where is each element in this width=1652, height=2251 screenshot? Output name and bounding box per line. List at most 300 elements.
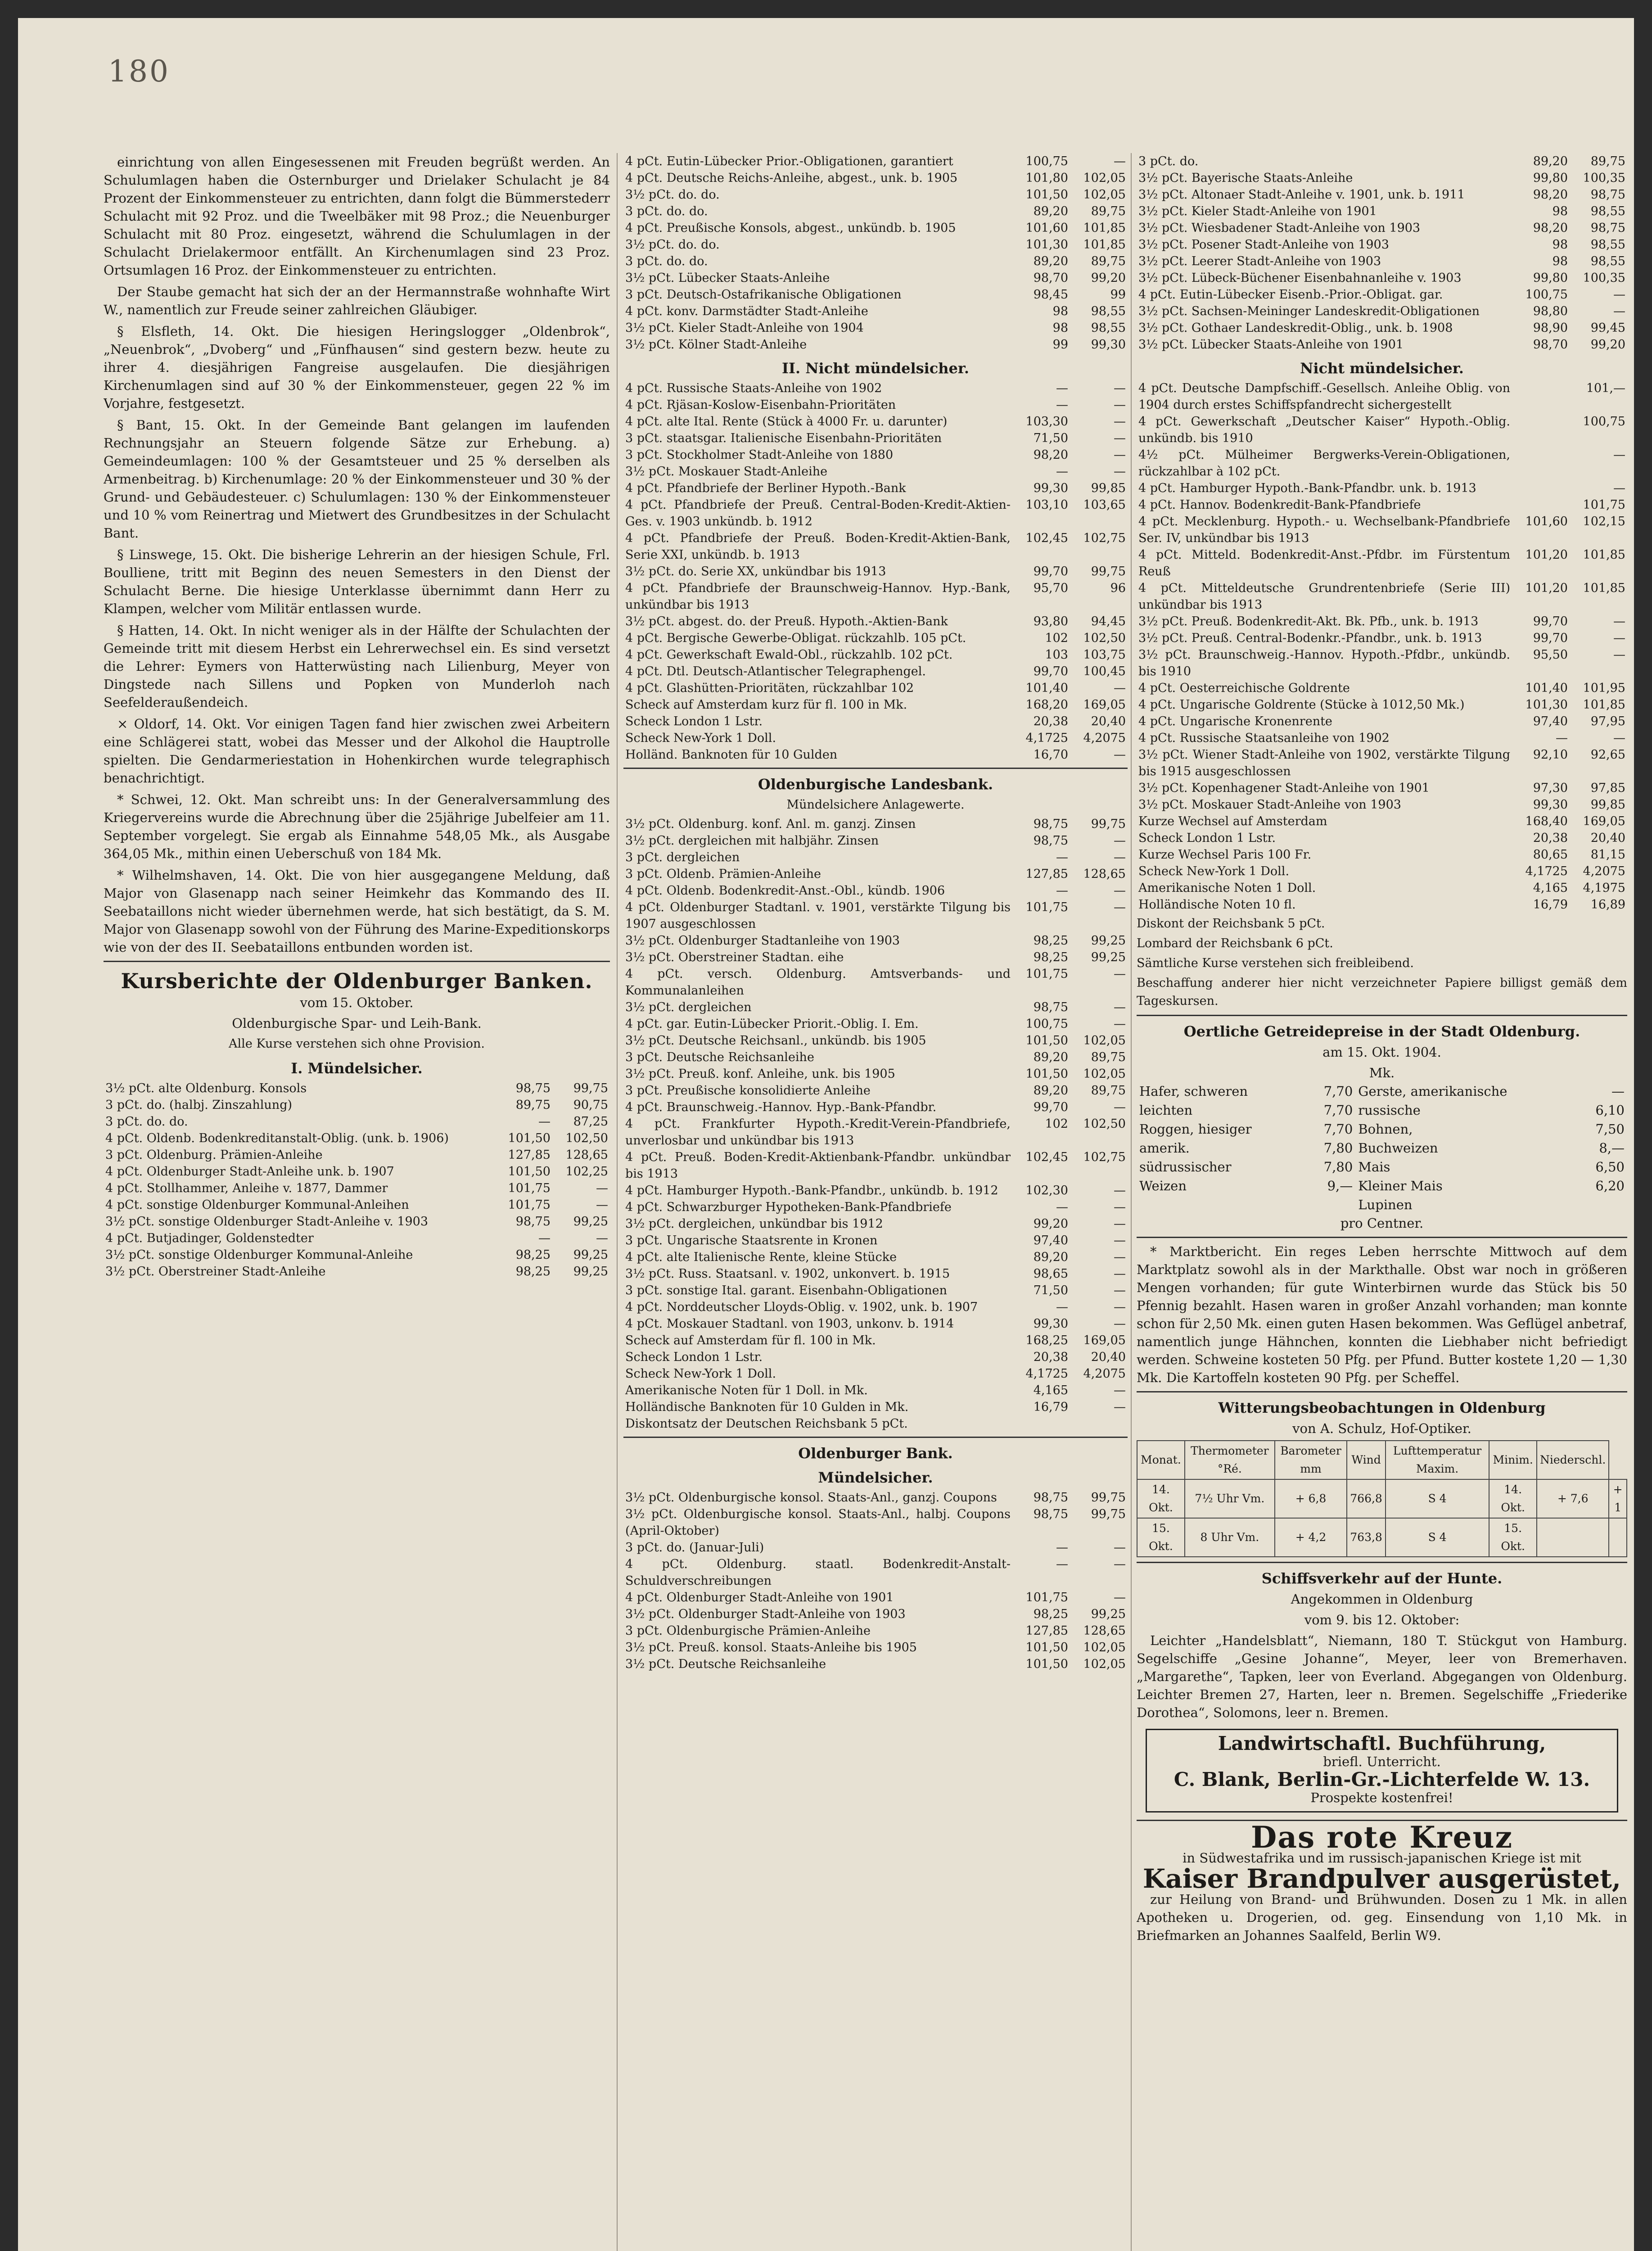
ask-price: 4,2075 <box>1083 1367 1126 1381</box>
weather-cell: + 6,8 <box>1275 1479 1347 1518</box>
security-name: 3½ pCt. Lübecker Staats-Anleihe <box>625 271 830 285</box>
quote-row <box>623 413 1128 430</box>
quote-row <box>104 1080 610 1097</box>
quote-row <box>623 220 1128 236</box>
security-name: Diskontsatz der Deutschen Reichsbank 5 pCt. <box>625 1417 908 1431</box>
bid-price: 99,70 <box>1033 565 1068 579</box>
bid-price: 93,80 <box>1033 615 1068 628</box>
ask-price: — <box>1114 154 1126 168</box>
grain-name: südrussischer <box>1139 1159 1232 1175</box>
security-name: 4 pCt. Butjadinger, Goldenstedter <box>105 1231 314 1245</box>
grain-price: 6,50 <box>1595 1159 1625 1175</box>
security-name: 4 pCt. Hamburger Hypoth.-Bank-Pfandbr., unkündb. b. 1912 <box>625 1184 998 1198</box>
security-name: 3 pCt. Stockholmer Stadt-Anleihe von 1880 <box>625 448 894 462</box>
security-name: 4 pCt. versch. Oldenburg. Amtsverbands- und Kommunalanleihen <box>625 967 1011 998</box>
quote-row <box>623 1082 1128 1099</box>
grain-price: 7,70 <box>1323 1084 1353 1099</box>
security-name: 4 pCt. Oesterreichische Goldrente <box>1138 681 1350 695</box>
quote-row <box>623 186 1128 203</box>
grain-price: 8,— <box>1599 1140 1625 1156</box>
security-name: 3½ pCt. abgest. do. der Preuß. Hypoth.-Aktien-Bank <box>625 615 948 628</box>
quote-row <box>623 1182 1128 1199</box>
quote-row <box>623 1266 1128 1282</box>
bid-price: 99,70 <box>1033 1100 1068 1114</box>
bid-price: 99,80 <box>1533 171 1568 185</box>
quote-row <box>623 320 1128 336</box>
quote-row <box>1137 813 1627 830</box>
ask-price: — <box>1114 834 1126 848</box>
quote-row <box>623 1099 1128 1116</box>
ask-price: 89,75 <box>1091 1084 1126 1098</box>
grain-name: Roggen, hiesiger <box>1139 1121 1252 1137</box>
bid-price: 98,45 <box>1033 288 1068 302</box>
ask-price: 128,65 <box>565 1148 608 1162</box>
ask-price: 89,75 <box>1590 154 1625 168</box>
ask-price: 102,05 <box>1083 1034 1126 1048</box>
bid-price: 20,38 <box>1533 831 1568 845</box>
quote-row <box>104 1213 610 1230</box>
weather-cell: S 4 <box>1386 1518 1489 1557</box>
weather-header-cell: Barometer mm <box>1275 1441 1347 1479</box>
news-paragraph: § Hatten, 14. Okt. In nicht weniger als in der Hälfte der Schulachten der Gemeinde tritt mit diesem Herbst ein Lehrerwechsel ein. Es sind versetzt die Lehrer: Eymers von Hatterwüsting nach Lilienburg, Meyer von Dingstede nach Sillens und Popken von Munderloh nach Seefelderaußendeich. <box>104 623 610 710</box>
bid-price: 98 <box>1552 254 1568 268</box>
bid-price: 101,30 <box>1525 698 1568 712</box>
bid-price: 100,75 <box>1025 1017 1068 1031</box>
bid-price: 89,20 <box>1033 254 1068 268</box>
ask-price: — <box>1114 1383 1126 1397</box>
quote-row <box>1137 547 1627 580</box>
quote-row <box>1137 270 1627 286</box>
bid-price: 99 <box>1052 338 1068 352</box>
ask-price: — <box>1114 1100 1126 1114</box>
security-name: 4 pCt. Russische Staats-Anleihe von 1902 <box>625 381 882 395</box>
grain-price-table <box>1137 1082 1627 1214</box>
quote-row <box>1137 336 1627 353</box>
security-name: 3½ pCt. Altonaer Stadt-Anleihe v. 1901, unk. b. 1911 <box>1138 188 1465 202</box>
ask-price: 98,55 <box>1590 254 1625 268</box>
quote-row <box>623 1216 1128 1232</box>
grain-name: leichten <box>1139 1103 1193 1118</box>
ask-price: — <box>596 1231 608 1245</box>
security-name: 3½ pCt. Preuß. konsol. Staats-Anleihe bis 1905 <box>625 1641 917 1654</box>
quote-row <box>1137 480 1627 497</box>
ask-price: 98,55 <box>1091 321 1126 335</box>
bid-price: 98,25 <box>515 1248 551 1262</box>
quote-row <box>623 816 1128 832</box>
security-name: 3½ pCt. Oberstreiner Stadtan. eihe <box>625 950 844 964</box>
ask-price: 102,15 <box>1583 515 1625 529</box>
quote-row <box>623 336 1128 353</box>
column-2 <box>623 153 1128 2251</box>
quote-row <box>623 999 1128 1016</box>
ask-price: 94,45 <box>1091 615 1126 628</box>
bid-price <box>1012 1415 1070 1432</box>
ask-price: 99,25 <box>573 1248 608 1262</box>
quote-row <box>1137 796 1627 813</box>
bid-price: 4,165 <box>1533 881 1568 895</box>
grain-title: Oertliche Getreidepreise in der Stadt Oldenburg. <box>1183 1023 1580 1040</box>
security-name: Kurze Wechsel Paris 100 Fr. <box>1138 848 1312 862</box>
quotes-table <box>1137 380 1627 913</box>
quote-row <box>104 1180 610 1197</box>
bid-price: 127,85 <box>508 1148 551 1162</box>
ask-price: 90,75 <box>573 1098 608 1112</box>
bid-price: — <box>538 1231 551 1245</box>
quote-row <box>623 713 1128 730</box>
quotes-table <box>104 1080 610 1280</box>
ask-price: 102,05 <box>1083 171 1126 185</box>
quote-row <box>1137 320 1627 336</box>
bid-price: 101,50 <box>508 1131 551 1145</box>
grain-name: Lupinen <box>1358 1197 1413 1212</box>
ask-price: — <box>1114 1400 1126 1414</box>
ask-price: 102,05 <box>1083 1657 1126 1671</box>
ask-price: — <box>1613 631 1625 645</box>
ask-price: — <box>1114 431 1126 445</box>
grain-name: Kleiner Mais <box>1358 1178 1443 1193</box>
bid-price: 101,50 <box>1025 1067 1068 1081</box>
ask-price: 100,35 <box>1583 171 1625 185</box>
bid-price: 98,75 <box>515 1081 551 1095</box>
security-name: 4 pCt. Mitteld. Bodenkredit-Anst.-Pfdbr. im Fürstentum Reuß <box>1138 548 1510 579</box>
security-name: 4 pCt. Oldenburg. staatl. Bodenkredit-Anstalt-Schuldverschreibungen <box>625 1557 1011 1588</box>
news-paragraph: § Linswege, 15. Okt. Die bisherige Lehrerin an der hiesigen Schule, Frl. Boulliene, tritt mit Beginn des neuen Semesters in den Dienst der Schulacht Berne. Die hiesige Unterklasse übernimmt dann Herr zu Klampen, welcher vom Militär entlassen wurde. <box>104 547 610 616</box>
bid-price: 71,50 <box>1033 431 1068 445</box>
ask-price: 99 <box>1110 288 1126 302</box>
ask-price: 169,05 <box>1083 698 1126 712</box>
ask-price: — <box>1114 465 1126 479</box>
ask-price: — <box>1114 1200 1126 1214</box>
ask-price: 99,75 <box>1091 1507 1126 1521</box>
ask-price: 98,55 <box>1590 238 1625 252</box>
security-name: 3½ pCt. Oldenburger Stadt-Anleihe von 1903 <box>625 1607 906 1621</box>
ad-red-cross-title: Das rote Kreuz <box>1251 1820 1513 1855</box>
security-name: 3½ pCt. Oldenburger Stadtanleihe von 1903 <box>625 934 900 948</box>
security-name: 4 pCt. Dtl. Deutsch-Atlantischer Telegraphengel. <box>625 664 926 678</box>
weather-header-cell: Thermometer °Ré. <box>1185 1441 1275 1479</box>
ask-price: 99,85 <box>1091 481 1126 495</box>
ask-price: — <box>1114 748 1126 762</box>
news-paragraph: Der Staube gemacht hat sich der an der Hermannstraße wohnhafte Wirt W., namentlich zur Freude seiner zahlreichen Gläubiger. <box>104 284 610 317</box>
quote-row <box>623 430 1128 447</box>
security-name: 4 pCt. Russische Staatsanleihe von 1902 <box>1138 731 1390 745</box>
security-name: Scheck New-York 1 Doll. <box>625 1367 776 1381</box>
bid-price: 98 <box>1552 238 1568 252</box>
bid-price: — <box>1056 381 1068 395</box>
bid-price: 102,45 <box>1025 531 1068 545</box>
quote-row <box>1137 780 1627 796</box>
quote-row <box>623 849 1128 866</box>
lombard-note: Lombard der Reichsbank 6 pCt. <box>1137 936 1333 950</box>
security-name: 3½ pCt. Kölner Stadt-Anleihe <box>625 338 807 352</box>
quote-row <box>623 680 1128 696</box>
ask-price: 97,95 <box>1590 714 1625 728</box>
weather-cell: + 4,2 <box>1275 1518 1347 1557</box>
page-number: 180 <box>108 54 170 89</box>
divider <box>1137 1237 1627 1238</box>
bid-price: 16,79 <box>1033 1400 1068 1414</box>
ask-price: 100,75 <box>1583 415 1625 429</box>
ask-price: — <box>1114 1284 1126 1297</box>
bid-price: 98,20 <box>1533 188 1568 202</box>
grain-price: 7,70 <box>1323 1121 1353 1137</box>
section-heading: Mündelsicher. <box>818 1469 933 1486</box>
security-name: Holländische Noten 10 fl. <box>1138 898 1296 912</box>
ask-price: 20,40 <box>1590 831 1625 845</box>
security-name: 3½ pCt. do. Serie XX, unkündbar bis 1913 <box>625 565 886 579</box>
quote-row <box>1137 696 1627 713</box>
security-name: 4 pCt. Oldenburger Stadt-Anleihe unk. b. 1907 <box>105 1165 394 1179</box>
ask-price: — <box>1114 1541 1126 1555</box>
ask-price: 103,75 <box>1083 648 1126 662</box>
security-name: 4 pCt. Rjäsan-Koslow-Eisenbahn-Prioritäten <box>625 398 896 412</box>
grain-row <box>1137 1101 1627 1120</box>
ask-price: 102,50 <box>565 1131 608 1145</box>
news-paragraph: * Schwei, 12. Okt. Man schreibt uns: In der Generalversammlung des Kriegervereins wurde die Abrechnung über die 25jährige Jubelfeier am 11. September vorgelegt. Sie ergab als Einnahme 548,05 Mk., als Ausgabe 364,05 Mk., mithin einen Ueberschuß von 184 Mk. <box>104 792 610 861</box>
ask-price: — <box>1114 1250 1126 1264</box>
ask-price: — <box>1114 1234 1126 1248</box>
ask-price <box>1070 1415 1128 1432</box>
quote-row <box>623 746 1128 763</box>
ask-price: 102,50 <box>1083 631 1126 645</box>
grain-name: Bohnen, <box>1358 1121 1413 1137</box>
weather-cell: 14. Okt. <box>1489 1479 1537 1518</box>
quote-row <box>623 1556 1128 1589</box>
security-name: 3½ pCt. Kopenhagener Stadt-Anleihe von 1901 <box>1138 781 1430 795</box>
news-paragraph: § Bant, 15. Okt. In der Gemeinde Bant gelangen im laufenden Rechnungsjahr an Steuern folgende Sätze zur Erhebung. a) Gemeindeumlagen: 100 % der Gesamtsteuer und 25 % derselben als Armenbeitrag. b) Kirchenumlage: 20 % der Einkommensteuer und 30 % der Grund- und Gebäudesteuer. c) Schulumlagen: 130 % der Einkommensteuer und 10 % vom Reinertrag und Mietwert des Grundbesitzes in der Schulacht Bant. <box>104 417 610 541</box>
quote-row <box>623 949 1128 966</box>
bank-name: Oldenburgische Landesbank. <box>758 776 993 793</box>
security-name: 3½ pCt. sonstige Oldenburger Stadt-Anleihe v. 1903 <box>105 1215 429 1229</box>
quote-row <box>1137 153 1627 170</box>
ask-price: 98,55 <box>1590 204 1625 218</box>
ask-price: 4,2075 <box>1583 864 1625 878</box>
security-name: 3½ pCt. Wiener Stadt-Anleihe von 1902, verstärkte Tilgung bis 1915 ausgeschlossen <box>1138 748 1510 778</box>
weather-row <box>1137 1518 1627 1557</box>
grain-price: 7,80 <box>1323 1140 1353 1156</box>
security-name: 3½ pCt. Braunschweig.-Hannov. Hypoth.-Pfdbr., unkündb. bis 1910 <box>1138 648 1510 678</box>
quote-row <box>623 497 1128 530</box>
ask-price: 99,75 <box>1091 817 1126 831</box>
quote-row <box>104 1197 610 1213</box>
ask-price: 169,05 <box>1083 1333 1126 1347</box>
bid-price: 101,40 <box>1025 681 1068 695</box>
bid-price: 103,10 <box>1025 498 1068 512</box>
bid-price: 98,25 <box>1033 1607 1068 1621</box>
ad-title: Landwirtschaftl. Buchführung, <box>1218 1732 1546 1754</box>
quote-row <box>623 1656 1128 1672</box>
side-label: Mündelsichere Anlagewerte. <box>786 798 965 812</box>
quote-row <box>623 1282 1128 1299</box>
quotes-table <box>623 153 1128 353</box>
bid-price: 98,75 <box>1033 1491 1068 1505</box>
ad-text: in Südwestafrika und im russisch-japanischen Kriege ist mit <box>1183 1850 1581 1866</box>
ask-price: — <box>1114 681 1126 695</box>
security-name: 3½ pCt. Oldenburgische konsol. Staats-Anl., halbj. Coupons (April-Oktober) <box>625 1507 1011 1538</box>
ad-text: zur Heilung von Brand- und Brühwunden. Dosen zu 1 Mk. in allen Apotheken u. Drogerien, od. geg. Einsendung von 1,10 Mk. in Briefmarken an Johannes Saalfeld, Berlin W9. <box>1137 1892 1627 1943</box>
bid-price: 101,50 <box>1025 1657 1068 1671</box>
quote-row <box>1137 380 1627 413</box>
ask-price: 99,25 <box>1091 1607 1126 1621</box>
quote-row <box>623 613 1128 630</box>
ask-price: 102,75 <box>1083 1150 1126 1164</box>
bid-price: 80,65 <box>1533 848 1568 862</box>
bid-price: 99,70 <box>1033 664 1068 678</box>
ask-price: 98,55 <box>1091 304 1126 318</box>
ask-price: 99,25 <box>573 1265 608 1279</box>
security-name: Scheck New-York 1 Doll. <box>1138 864 1290 878</box>
ask-price: 102,05 <box>1083 188 1126 202</box>
ask-price: 99,25 <box>1091 934 1126 948</box>
bid-price: 98,70 <box>1033 271 1068 285</box>
bid-price: 89,20 <box>1033 1250 1068 1264</box>
ask-price: 101,85 <box>1583 581 1625 595</box>
ask-price: 102,25 <box>565 1165 608 1179</box>
bid-price: 98,75 <box>1033 1000 1068 1014</box>
quote-row <box>1137 846 1627 863</box>
bid-price: 101,75 <box>508 1198 551 1212</box>
ask-price: — <box>1613 448 1625 462</box>
ask-price: 101,85 <box>1083 238 1126 252</box>
divider <box>104 961 610 962</box>
quote-row <box>623 1365 1128 1382</box>
quote-row <box>104 1147 610 1163</box>
security-name: 4 pCt. Oldenb. Bodenkreditanstalt-Oblig. (unk. b. 1906) <box>105 1131 449 1145</box>
quote-row <box>1137 830 1627 846</box>
news-paragraph: * Wilhelmshaven, 14. Okt. Die von hier ausgegangene Meldung, daß Major von Glasenapp nach seiner Heimkehr das Kommando des II. Seebataillons nicht wieder übernehmen werde, hat sich bestätigt, da S. M. Major von Glasenapp sowohl von der Führung des Marine-Expeditionskorps wie von der des II. Seebataillons entbunden worden ist. <box>104 868 610 955</box>
security-name: 3½ pCt. Oldenburg. konf. Anl. m. ganzj. Zinsen <box>625 817 916 831</box>
grain-price: — <box>1611 1084 1625 1099</box>
ask-price: 98,75 <box>1590 188 1625 202</box>
security-name: 3½ pCt. Posener Stadt-Anleihe von 1903 <box>1138 238 1389 252</box>
bid-price: 89,20 <box>1033 1084 1068 1098</box>
ask-price: 16,89 <box>1590 898 1625 912</box>
grain-name: Gerste, amerikanische <box>1358 1084 1508 1099</box>
security-name: 4 pCt. Pfandbriefe der Preuß. Central-Boden-Kredit-Aktien-Ges. v. 1903 unkündb. b. 1912 <box>625 498 1011 529</box>
bid-price: 99,30 <box>1033 481 1068 495</box>
quote-row <box>1137 303 1627 320</box>
section-heading: Nicht mündelsicher. <box>1300 360 1464 377</box>
security-name: 3 pCt. dergleichen <box>625 850 740 864</box>
security-name: Scheck London 1 Lstr. <box>625 1350 763 1364</box>
quote-row <box>623 463 1128 480</box>
security-name: 3½ pCt. Preuß. konf. Anleihe, unk. bis 1905 <box>625 1067 895 1081</box>
bank-note: Alle Kurse verstehen sich ohne Provision. <box>229 1037 485 1051</box>
security-name: 3½ pCt. dergleichen <box>625 1000 752 1014</box>
grain-name: amerik. <box>1139 1140 1190 1156</box>
security-name: 4 pCt. Gewerkschaft „Deutscher Kaiser“ Hypoth.-Oblig. unkündb. bis 1910 <box>1138 415 1510 445</box>
weather-header-cell: Minim. <box>1489 1441 1537 1479</box>
bid-price <box>1512 413 1570 447</box>
security-name: 3½ pCt. Preuß. Bodenkredit-Akt. Bk. Pfb., unk. b. 1913 <box>1138 615 1479 628</box>
quote-row <box>623 480 1128 497</box>
ask-price: — <box>1613 615 1625 628</box>
weather-cell: + 7,6 <box>1537 1479 1609 1518</box>
weather-table <box>1137 1440 1627 1557</box>
bid-price: 97,40 <box>1533 714 1568 728</box>
weather-sub: von A. Schulz, Hof-Optiker. <box>1292 1421 1471 1436</box>
quote-row <box>1137 746 1627 780</box>
ask-price: — <box>1613 288 1625 302</box>
quotes-date: vom 15. Oktober. <box>300 995 414 1010</box>
ad-foot: Prospekte kostenfrei! <box>1310 1790 1453 1805</box>
quote-row <box>623 1232 1128 1249</box>
ask-price: 20,40 <box>1091 1350 1126 1364</box>
bid-price: 127,85 <box>1025 867 1068 881</box>
quote-row <box>623 253 1128 270</box>
bid-price: 101,50 <box>508 1165 551 1179</box>
weather-cell: 7½ Uhr Vm. <box>1185 1479 1275 1518</box>
quote-row <box>623 1623 1128 1639</box>
quote-row <box>1137 646 1627 680</box>
quote-row <box>623 1315 1128 1332</box>
grain-name: Mais <box>1358 1159 1390 1175</box>
bid-price: 101,50 <box>1025 1641 1068 1654</box>
quote-row <box>1137 896 1627 913</box>
security-name: 3½ pCt. Moskauer Stadt-Anleihe von 1903 <box>1138 798 1401 812</box>
divider <box>623 1437 1128 1438</box>
bid-price: 102,45 <box>1025 1150 1068 1164</box>
security-name: 3½ pCt. dergleichen, unkündbar bis 1912 <box>625 1217 883 1231</box>
weather-title: Witterungsbeobachtungen in Oldenburg <box>1218 1399 1546 1416</box>
ask-price: 89,75 <box>1091 1050 1126 1064</box>
ask-price: 101,75 <box>1583 498 1625 512</box>
security-name: 4 pCt. Moskauer Stadtanl. von 1903, unkonv. b. 1914 <box>625 1317 954 1331</box>
quote-row <box>623 1606 1128 1623</box>
ask-price: — <box>1114 967 1126 981</box>
ask-price: — <box>1114 1184 1126 1198</box>
divider <box>1137 1391 1627 1392</box>
security-name: 4 pCt. Oldenb. Bodenkredit-Anst.-Obl., kündb. 1906 <box>625 884 945 898</box>
ad-product: Kaiser Brandpulver ausgerüstet, <box>1142 1863 1621 1894</box>
quote-row <box>623 1489 1128 1506</box>
security-name: 3 pCt. Deutsche Reichsanleihe <box>625 1050 814 1064</box>
ask-price: 99,20 <box>1590 338 1625 352</box>
ask-price: — <box>1613 481 1625 495</box>
security-name: 3½ pCt. do. do. <box>625 238 720 252</box>
bid-price: — <box>1056 398 1068 412</box>
security-name: 4 pCt. Deutsche Reichs-Anleihe, abgest., unk. b. 1905 <box>625 171 958 185</box>
security-name: 3½ pCt. Lübeck-Büchener Eisenbahnanleihe v. 1903 <box>1138 271 1462 285</box>
bid-price: 99,20 <box>1033 1217 1068 1231</box>
grain-name: russische <box>1358 1103 1421 1118</box>
bid-price: 100,75 <box>1025 154 1068 168</box>
weather-header-cell: Wind <box>1347 1441 1386 1479</box>
security-name: 3½ pCt. Bayerische Staats-Anleihe <box>1138 171 1353 185</box>
bid-price: 101,75 <box>1025 1591 1068 1605</box>
bid-price: 16,70 <box>1033 748 1068 762</box>
ask-price: 103,65 <box>1083 498 1126 512</box>
security-name: Holländ. Banknoten für 10 Gulden <box>625 748 838 762</box>
quote-row <box>623 303 1128 320</box>
ask-price: 89,75 <box>1091 204 1126 218</box>
security-name: Amerikanische Noten für 1 Doll. in Mk. <box>625 1383 868 1397</box>
weather-cell: 766,8 <box>1347 1479 1386 1518</box>
quote-row <box>623 447 1128 463</box>
bid-price: 99,30 <box>1533 798 1568 812</box>
bid-price: 101,60 <box>1525 515 1568 529</box>
quote-row <box>623 1415 1128 1432</box>
security-name: 4 pCt. Eutin-Lübecker Prior.-Obligationen, garantiert <box>625 154 953 168</box>
weather-cell: + 1 <box>1609 1479 1627 1518</box>
bid-price: 99,70 <box>1533 631 1568 645</box>
quotes-note: Sämtliche Kurse verstehen sich freibleibend. <box>1137 956 1414 970</box>
quote-row <box>1137 680 1627 696</box>
security-name: 4½ pCt. Mülheimer Bergwerks-Verein-Obligationen, rückzahlbar à 102 pCt. <box>1138 448 1510 479</box>
quote-row <box>623 646 1128 663</box>
ask-price: 101,— <box>1586 381 1625 395</box>
bid-price: 20,38 <box>1033 714 1068 728</box>
